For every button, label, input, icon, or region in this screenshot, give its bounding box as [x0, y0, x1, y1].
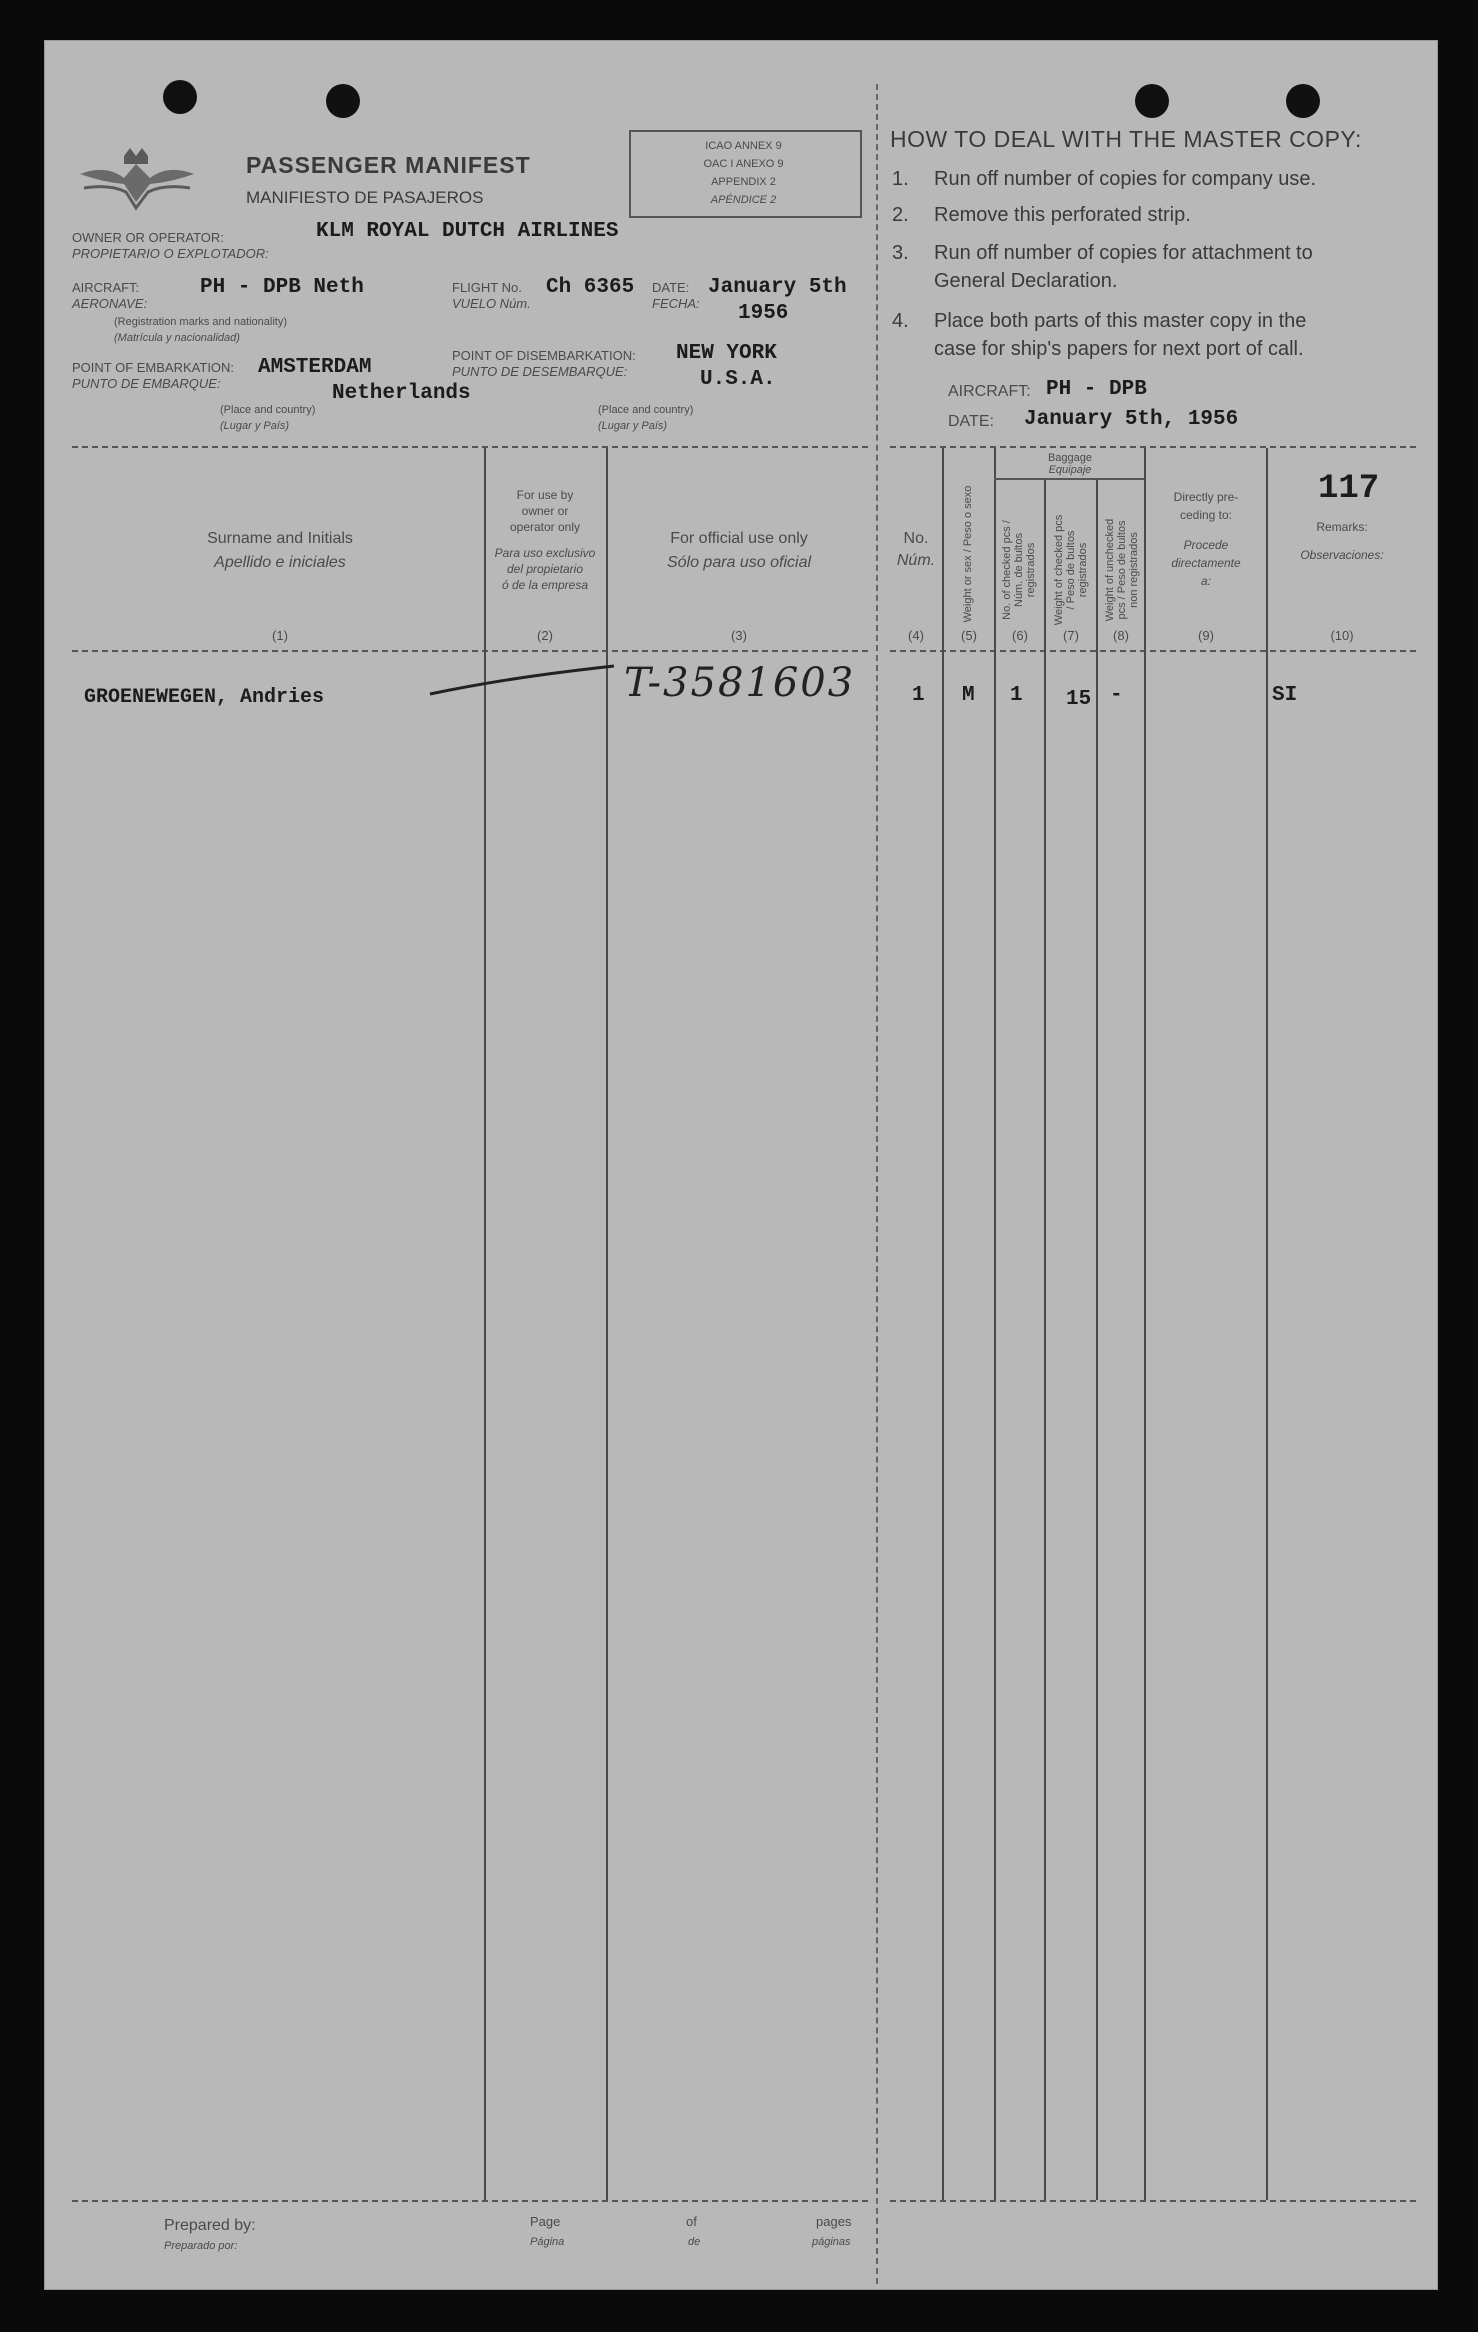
- col-surname-header: Surname and Initials: [207, 530, 353, 547]
- prepared-by-label-es: Preparado por:: [164, 2240, 238, 2252]
- embark-label-es: PUNTO DE EMBARQUE:: [72, 376, 221, 391]
- col-number: (7): [1063, 628, 1079, 643]
- disembark-note-es: (Lugar y País): [598, 420, 668, 432]
- col-pcs-header: No. of checked pcs / Núm. de bultos registrados: [1001, 520, 1037, 620]
- instruction-text: Place both parts of this master copy in the: [934, 310, 1307, 332]
- passenger-sex: M: [962, 684, 975, 707]
- flight-label-es: VUELO Núm.: [452, 296, 531, 311]
- owner-label-es: PROPIETARIO O EXPLOTADOR:: [72, 246, 269, 261]
- instruction-text: General Declaration.: [934, 270, 1118, 292]
- icao-line: APPENDIX 2: [711, 176, 776, 188]
- baggage-rule: [994, 478, 1144, 480]
- col-owner-header-es: Para uso exclusivo: [494, 546, 596, 560]
- col-owner-header: owner or: [521, 504, 569, 518]
- column-divider: [1044, 478, 1046, 2200]
- checked-weight: 15: [1066, 688, 1092, 711]
- col-owner-header-es: ó de la empresa: [501, 578, 589, 592]
- col-preceding-header: Directly pre-: [1173, 490, 1239, 504]
- table-top-rule: [890, 446, 1416, 448]
- punch-hole: [326, 84, 360, 118]
- date-label: DATE:: [652, 280, 690, 295]
- column-divider: [994, 448, 996, 2200]
- icao-line: ICAO ANNEX 9: [705, 140, 782, 152]
- unchecked-weight: -: [1110, 684, 1123, 707]
- checked-pieces: 1: [1010, 684, 1023, 707]
- page-label-es: Página: [530, 2236, 565, 2248]
- instruction-num: 2.: [892, 204, 909, 226]
- column-divider: [1266, 448, 1268, 2200]
- col-owner-header: operator only: [509, 520, 581, 534]
- date-label-es: FECHA:: [652, 296, 700, 311]
- table-bottom-rule: [890, 2200, 1416, 2202]
- instruction-text: Remove this perforated strip.: [934, 204, 1191, 226]
- embark-note: (Place and country): [220, 404, 316, 416]
- official-number-handwritten: T-3581603: [624, 660, 856, 706]
- col-number: (6): [1012, 628, 1028, 643]
- col-number: (2): [537, 628, 553, 643]
- col-no-header-es: Núm.: [896, 552, 936, 569]
- col-owner-header: For use by: [516, 488, 574, 502]
- col-number: (1): [272, 628, 288, 643]
- col-no-header: No.: [903, 530, 929, 547]
- baggage-header-es: Equipaje: [1048, 464, 1092, 476]
- col-number: (4): [908, 628, 924, 643]
- aircraft-note: (Registration marks and nationality): [114, 316, 288, 328]
- col-remarks-header: Remarks:: [1316, 520, 1368, 534]
- disembark-label-es: PUNTO DE DESEMBARQUE:: [452, 364, 628, 379]
- passenger-no: 1: [912, 684, 925, 707]
- col-remarks-header-es: Observaciones:: [1300, 548, 1384, 562]
- aircraft-label: AIRCRAFT:: [72, 280, 140, 295]
- col-unchecked-header: Weight of unchecked pcs / Peso de bultos non registrados: [1104, 518, 1140, 622]
- col-preceding-header-es: a:: [1200, 574, 1211, 588]
- punch-hole: [163, 80, 197, 114]
- instruction-text: case for ship's papers for next port of call.: [934, 338, 1304, 360]
- col-preceding-header-es: directamente: [1171, 556, 1241, 570]
- pages-label: pages: [816, 2214, 852, 2229]
- klm-crown-logo: [76, 144, 198, 216]
- icao-line: OAC I ANEXO 9: [703, 158, 784, 170]
- prepared-by-label: Prepared by:: [164, 2217, 256, 2234]
- disembark-city: NEW YORK: [676, 342, 777, 365]
- owner-label: OWNER OR OPERATOR:: [72, 230, 224, 245]
- pages-label-es: páginas: [812, 2236, 851, 2248]
- col-number: (5): [961, 628, 977, 643]
- baggage-header: Baggage: [1047, 452, 1093, 464]
- punch-hole: [1135, 84, 1169, 118]
- flight-label: FLIGHT No.: [452, 280, 522, 295]
- manifest-subtitle: MANIFIESTO DE PASAJEROS: [246, 188, 484, 207]
- instruction-num: 1.: [892, 168, 909, 190]
- aircraft-note-es: (Matrícula y nacionalidad): [114, 332, 240, 344]
- page-serial-number: 117: [1318, 470, 1380, 508]
- of-label: of: [686, 2214, 697, 2229]
- disembark-note: (Place and country): [598, 404, 694, 416]
- col-number: (3): [731, 628, 747, 643]
- owner-value: KLM ROYAL DUTCH AIRLINES: [316, 220, 619, 243]
- col-preceding-header-es: Procede: [1183, 538, 1229, 552]
- col-number: (9): [1198, 628, 1214, 643]
- column-divider: [1144, 448, 1146, 2200]
- column-divider: [1096, 478, 1098, 2200]
- page-label: Page: [530, 2214, 561, 2229]
- table-header-rule: [890, 650, 1416, 652]
- strip-aircraft-label: AIRCRAFT:: [948, 383, 1031, 400]
- punch-hole: [1286, 84, 1320, 118]
- col-number: (8): [1113, 628, 1129, 643]
- table-top-rule: [72, 446, 868, 448]
- date-value: January 5th: [708, 276, 847, 299]
- strip-date-value: January 5th, 1956: [1024, 408, 1239, 431]
- table-header-rule: [72, 650, 868, 652]
- instruction-text: Run off number of copies for company use.: [934, 168, 1317, 190]
- pen-stroke: [428, 664, 618, 708]
- flight-value: Ch 6365: [546, 276, 635, 299]
- aircraft-label-es: AERONAVE:: [72, 296, 148, 311]
- instruction-text: Run off number of copies for attachment to: [934, 242, 1313, 264]
- table-bottom-rule: [72, 2200, 868, 2202]
- date-year: 1956: [738, 302, 789, 325]
- column-divider: [942, 448, 944, 2200]
- col-sex-header: Weight or sex / Peso o sexo: [962, 485, 974, 623]
- col-official-header: For official use only: [670, 530, 808, 547]
- disembark-country: U.S.A.: [700, 368, 776, 391]
- disembark-label: POINT OF DISEMBARKATION:: [452, 348, 636, 363]
- embark-country: Netherlands: [332, 382, 471, 405]
- col-official-header-es: Sólo para uso oficial: [666, 554, 812, 571]
- embark-city: AMSTERDAM: [258, 356, 372, 379]
- col-surname-header-es: Apellido e iniciales: [214, 554, 346, 571]
- manifest-title: PASSENGER MANIFEST: [246, 152, 531, 178]
- col-weight-header: Weight of checked pcs / Peso de bultos registrados: [1053, 514, 1089, 626]
- strip-date-label: DATE:: [948, 413, 994, 430]
- col-preceding-header: ceding to:: [1179, 508, 1233, 522]
- embark-note-es: (Lugar y País): [220, 420, 290, 432]
- embark-label: POINT OF EMBARKATION:: [72, 360, 235, 375]
- strip-aircraft-value: PH - DPB: [1046, 378, 1147, 401]
- column-divider: [484, 448, 486, 2200]
- icao-line: APÉNDICE 2: [710, 194, 777, 206]
- of-label-es: de: [688, 2236, 701, 2248]
- instruction-num: 3.: [892, 242, 909, 264]
- column-divider: [606, 448, 608, 2200]
- passenger-remarks: SI: [1272, 684, 1298, 707]
- instructions-title: HOW TO DEAL WITH THE MASTER COPY:: [890, 126, 1362, 152]
- col-owner-header-es: del propietario: [506, 562, 584, 576]
- aircraft-value: PH - DPB Neth: [200, 276, 364, 299]
- instruction-num: 4.: [892, 310, 909, 332]
- perforation-line: [876, 84, 878, 2284]
- passenger-name: GROENEWEGEN, Andries: [84, 686, 325, 709]
- col-number: (10): [1330, 628, 1354, 643]
